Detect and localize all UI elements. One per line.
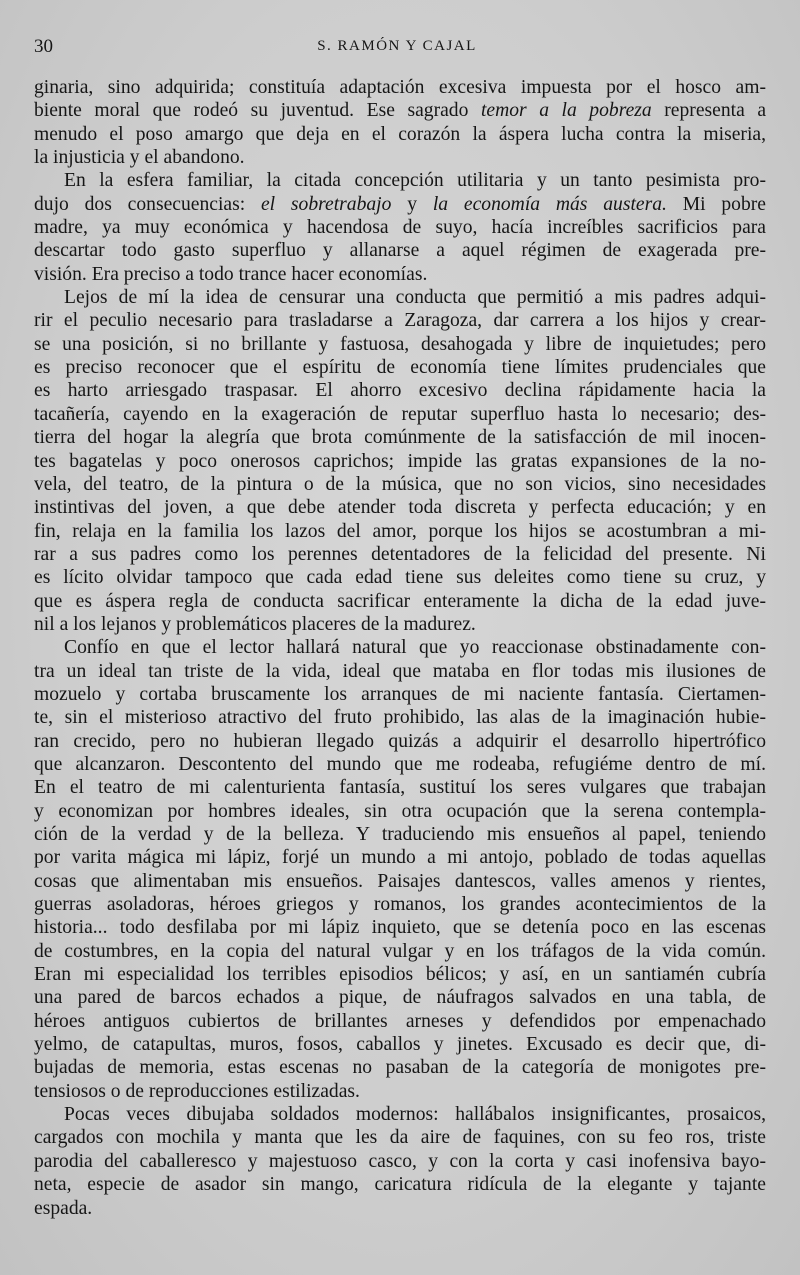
- text-line: [34, 123, 766, 146]
- text-segment: neta, especie de asador sin mango, caricatura ridícula de la elegante y tajante: [34, 1174, 766, 1196]
- page-header: [34, 36, 760, 60]
- text-line: [34, 916, 766, 939]
- text-segment: vela, del teatro, de la pintura o de la música, que no son vicios, sino necesidades: [34, 473, 766, 495]
- text-line: [34, 333, 766, 356]
- text-segment: Pocas veces dibujaba soldados modernos: hallábalos insignificantes, prosaicos,: [64, 1104, 766, 1126]
- page-number: 30: [34, 36, 53, 57]
- text-line: [34, 216, 766, 239]
- text-line: [34, 893, 766, 916]
- text-segment: ginaria, sino adquirida; constituía adaptación excesiva impuesta por el hosco am-: [34, 77, 766, 98]
- text-segment: tacañería, cayendo en la exageración de reputar superfluo hasta lo necesario; des-: [34, 403, 766, 425]
- text-line: [34, 846, 766, 869]
- text-line: [34, 1033, 766, 1056]
- text-line: [34, 660, 766, 683]
- text-line: [34, 286, 766, 309]
- text-segment: Mi pobre: [666, 193, 767, 215]
- text-segment: Lejos de mí la idea de censurar una conducta que permitió a mis padres adqui-: [64, 287, 766, 309]
- body-text: [34, 76, 766, 1220]
- text-segment: mozuelo y cortaba bruscamente los arranques de mi naciente fantasía. Ciertamen-: [34, 683, 766, 705]
- text-segment: ran crecido, pero no hubieran llegado quizás a adquirir el desarrollo hipertrófico: [34, 730, 766, 752]
- text-segment: ción de la verdad y de la belleza. Y traduciendo mis ensueños al papel, teniendo: [34, 824, 766, 845]
- text-segment: rar a sus padres como los perennes detentadores de la felicidad del presente. Ni: [34, 543, 766, 565]
- text-segment: cargados con mochila y manta que les da aire de faquines, con su feo ros, triste: [34, 1127, 766, 1149]
- italic-phrase: el sobretrabajo: [260, 193, 392, 215]
- italic-phrase: temor a la pobreza: [480, 100, 652, 122]
- text-line: [34, 706, 766, 729]
- text-line: [34, 683, 766, 706]
- text-line: [34, 496, 766, 519]
- text-line: [34, 356, 766, 379]
- text-line: [34, 473, 766, 496]
- text-segment: tes bagatelas y poco onerosos caprichos; impide las gratas expansiones de la no-: [34, 450, 766, 472]
- text-segment: es preciso reconocer que el espíritu de economía tiene límites prudenciales que: [34, 357, 766, 379]
- text-segment: rir el peculio necesario para trasladarse a Zaragoza, dar carrera a los hijos y crear-: [34, 310, 766, 332]
- text-line: [34, 379, 766, 402]
- text-line: [34, 1103, 766, 1126]
- text-line: [34, 543, 766, 566]
- text-segment: En la esfera familiar, la citada concepción utilitaria y un tanto pesimista pro-: [64, 170, 766, 192]
- text-segment: de costumbres, en la copia del natural vulgar y en los tráfagos de la vida común.: [34, 940, 766, 962]
- text-line: [34, 986, 766, 1009]
- text-segment: y economizan por hombres ideales, sin otra ocupación que la serena contempla-: [34, 800, 766, 822]
- text-line: [34, 1080, 766, 1103]
- text-line: [34, 730, 766, 753]
- text-line: [34, 776, 766, 799]
- text-line: [34, 193, 766, 216]
- text-line: [34, 636, 766, 659]
- text-segment: visión. Era preciso a todo trance hacer economías.: [34, 263, 428, 285]
- text-segment: fin, relaja en la familia los lazos del amor, porque los hijos se acostumbran a mi-: [34, 520, 766, 542]
- text-line: [34, 1150, 766, 1173]
- text-line: [34, 566, 766, 589]
- text-line: [34, 99, 766, 122]
- text-segment: una pared de barcos echados a pique, de náufragos salvados en una tabla, de: [34, 987, 766, 1009]
- text-line: [34, 1010, 766, 1033]
- text-segment: la injusticia y el abandono.: [34, 147, 245, 169]
- text-segment: se una posición, si no brillante y fastuosa, desahogada y libre de inquietudes; pero: [34, 333, 766, 355]
- text-segment: tensiosos o de reproducciones estilizadas.: [34, 1080, 360, 1102]
- text-line: [34, 940, 766, 963]
- text-line: [34, 1173, 766, 1196]
- text-line: [34, 426, 766, 449]
- text-segment: guerras asoladoras, héroes griegos y romanos, los grandes acontecimientos de la: [34, 894, 766, 916]
- text-line: [34, 870, 766, 893]
- text-line: [34, 963, 766, 986]
- italic-phrase: la economía más austera.: [432, 193, 667, 215]
- text-segment: te, sin el misterioso atractivo del fruto prohibido, las alas de la imaginación hubie-: [34, 707, 766, 729]
- text-segment: dujo dos consecuencias:: [34, 193, 261, 215]
- text-line: [34, 1126, 766, 1149]
- text-segment: En el teatro de mi calenturienta fantasía, sustituí los seres vulgares que trabajan: [34, 777, 766, 799]
- text-line: [34, 309, 766, 332]
- text-line: [34, 520, 766, 543]
- text-line: [34, 1056, 766, 1079]
- text-line: [34, 146, 766, 169]
- text-segment: Eran mi especialidad los terribles episodios bélicos; y así, en un santiamén cubría: [34, 964, 766, 986]
- text-line: [34, 239, 766, 262]
- text-line: [34, 1197, 766, 1220]
- text-segment: espada.: [34, 1197, 93, 1219]
- text-line: [34, 263, 766, 286]
- text-segment: biente moral que rodeó su juventud. Ese sagrado: [34, 100, 481, 122]
- text-line: [34, 169, 766, 192]
- text-segment: historia... todo desfilaba por mi lápiz inquieto, que se detenía poco en las escenas: [34, 917, 766, 939]
- text-segment: tra un ideal tan triste de la vida, ideal que mataba en flor todas mis ilusiones de: [34, 660, 766, 682]
- text-line: [34, 823, 766, 846]
- text-segment: representa a: [651, 100, 767, 122]
- text-segment: héroes antiguos cubiertos de brillantes arneses y defendidos por empenachado: [34, 1010, 766, 1032]
- text-segment: menudo el poso amargo que deja en el corazón la áspera lucha contra la miseria,: [34, 123, 766, 145]
- text-segment: descartar todo gasto superfluo y allanarse a aquel régimen de exagerada pre-: [34, 240, 766, 262]
- text-line: [34, 753, 766, 776]
- text-line: [34, 450, 766, 473]
- text-line: [34, 800, 766, 823]
- running-head: S. RAMÓN Y CAJAL: [317, 38, 477, 54]
- text-segment: instintivas del joven, a que debe atender toda discreta y perfecta educación; y en: [34, 497, 766, 519]
- text-segment: nil a los lejanos y problemáticos placeres de la madurez.: [34, 613, 476, 635]
- text-segment: que es áspera regla de conducta sacrificar enteramente la dicha de la edad juve-: [34, 590, 766, 612]
- text-line: [34, 76, 766, 99]
- text-segment: tierra del hogar la alegría que brota comúnmente de la satisfacción de mil inocen-: [34, 427, 766, 449]
- text-segment: parodia del caballeresco y majestuoso casco, y con la corta y casi inofensiva bayo-: [34, 1150, 766, 1172]
- text-line: [34, 590, 766, 613]
- text-segment: cosas que alimentaban mis ensueños. Paisajes dantescos, valles amenos y rientes,: [34, 870, 766, 892]
- text-segment: Confío en que el lector hallará natural que yo reaccionase obstinadamente con-: [64, 637, 766, 659]
- text-segment: es harto arriesgado traspasar. El ahorro excesivo declina rápidamente hacia la: [34, 380, 766, 402]
- text-segment: bujadas de memoria, estas escenas no pasaban de la categoría de monigotes pre-: [34, 1057, 766, 1079]
- text-line: [34, 403, 766, 426]
- text-segment: madre, ya muy económica y hacendosa de suyo, hacía increíbles sacrificios para: [34, 217, 766, 239]
- text-segment: yelmo, de catapultas, muros, fosos, caballos y jinetes. Excusado es decir que, di-: [34, 1034, 766, 1056]
- text-segment: y: [391, 193, 433, 215]
- text-line: [34, 613, 766, 636]
- text-segment: que alcanzaron. Descontento del mundo que me rodeaba, refugiéme dentro de mí.: [34, 753, 766, 775]
- text-segment: es lícito olvidar tampoco que cada edad tiene sus deleites como tiene su cruz, y: [34, 567, 766, 589]
- text-segment: por varita mágica mi lápiz, forjé un mundo a mi antojo, poblado de todas aquellas: [34, 847, 766, 869]
